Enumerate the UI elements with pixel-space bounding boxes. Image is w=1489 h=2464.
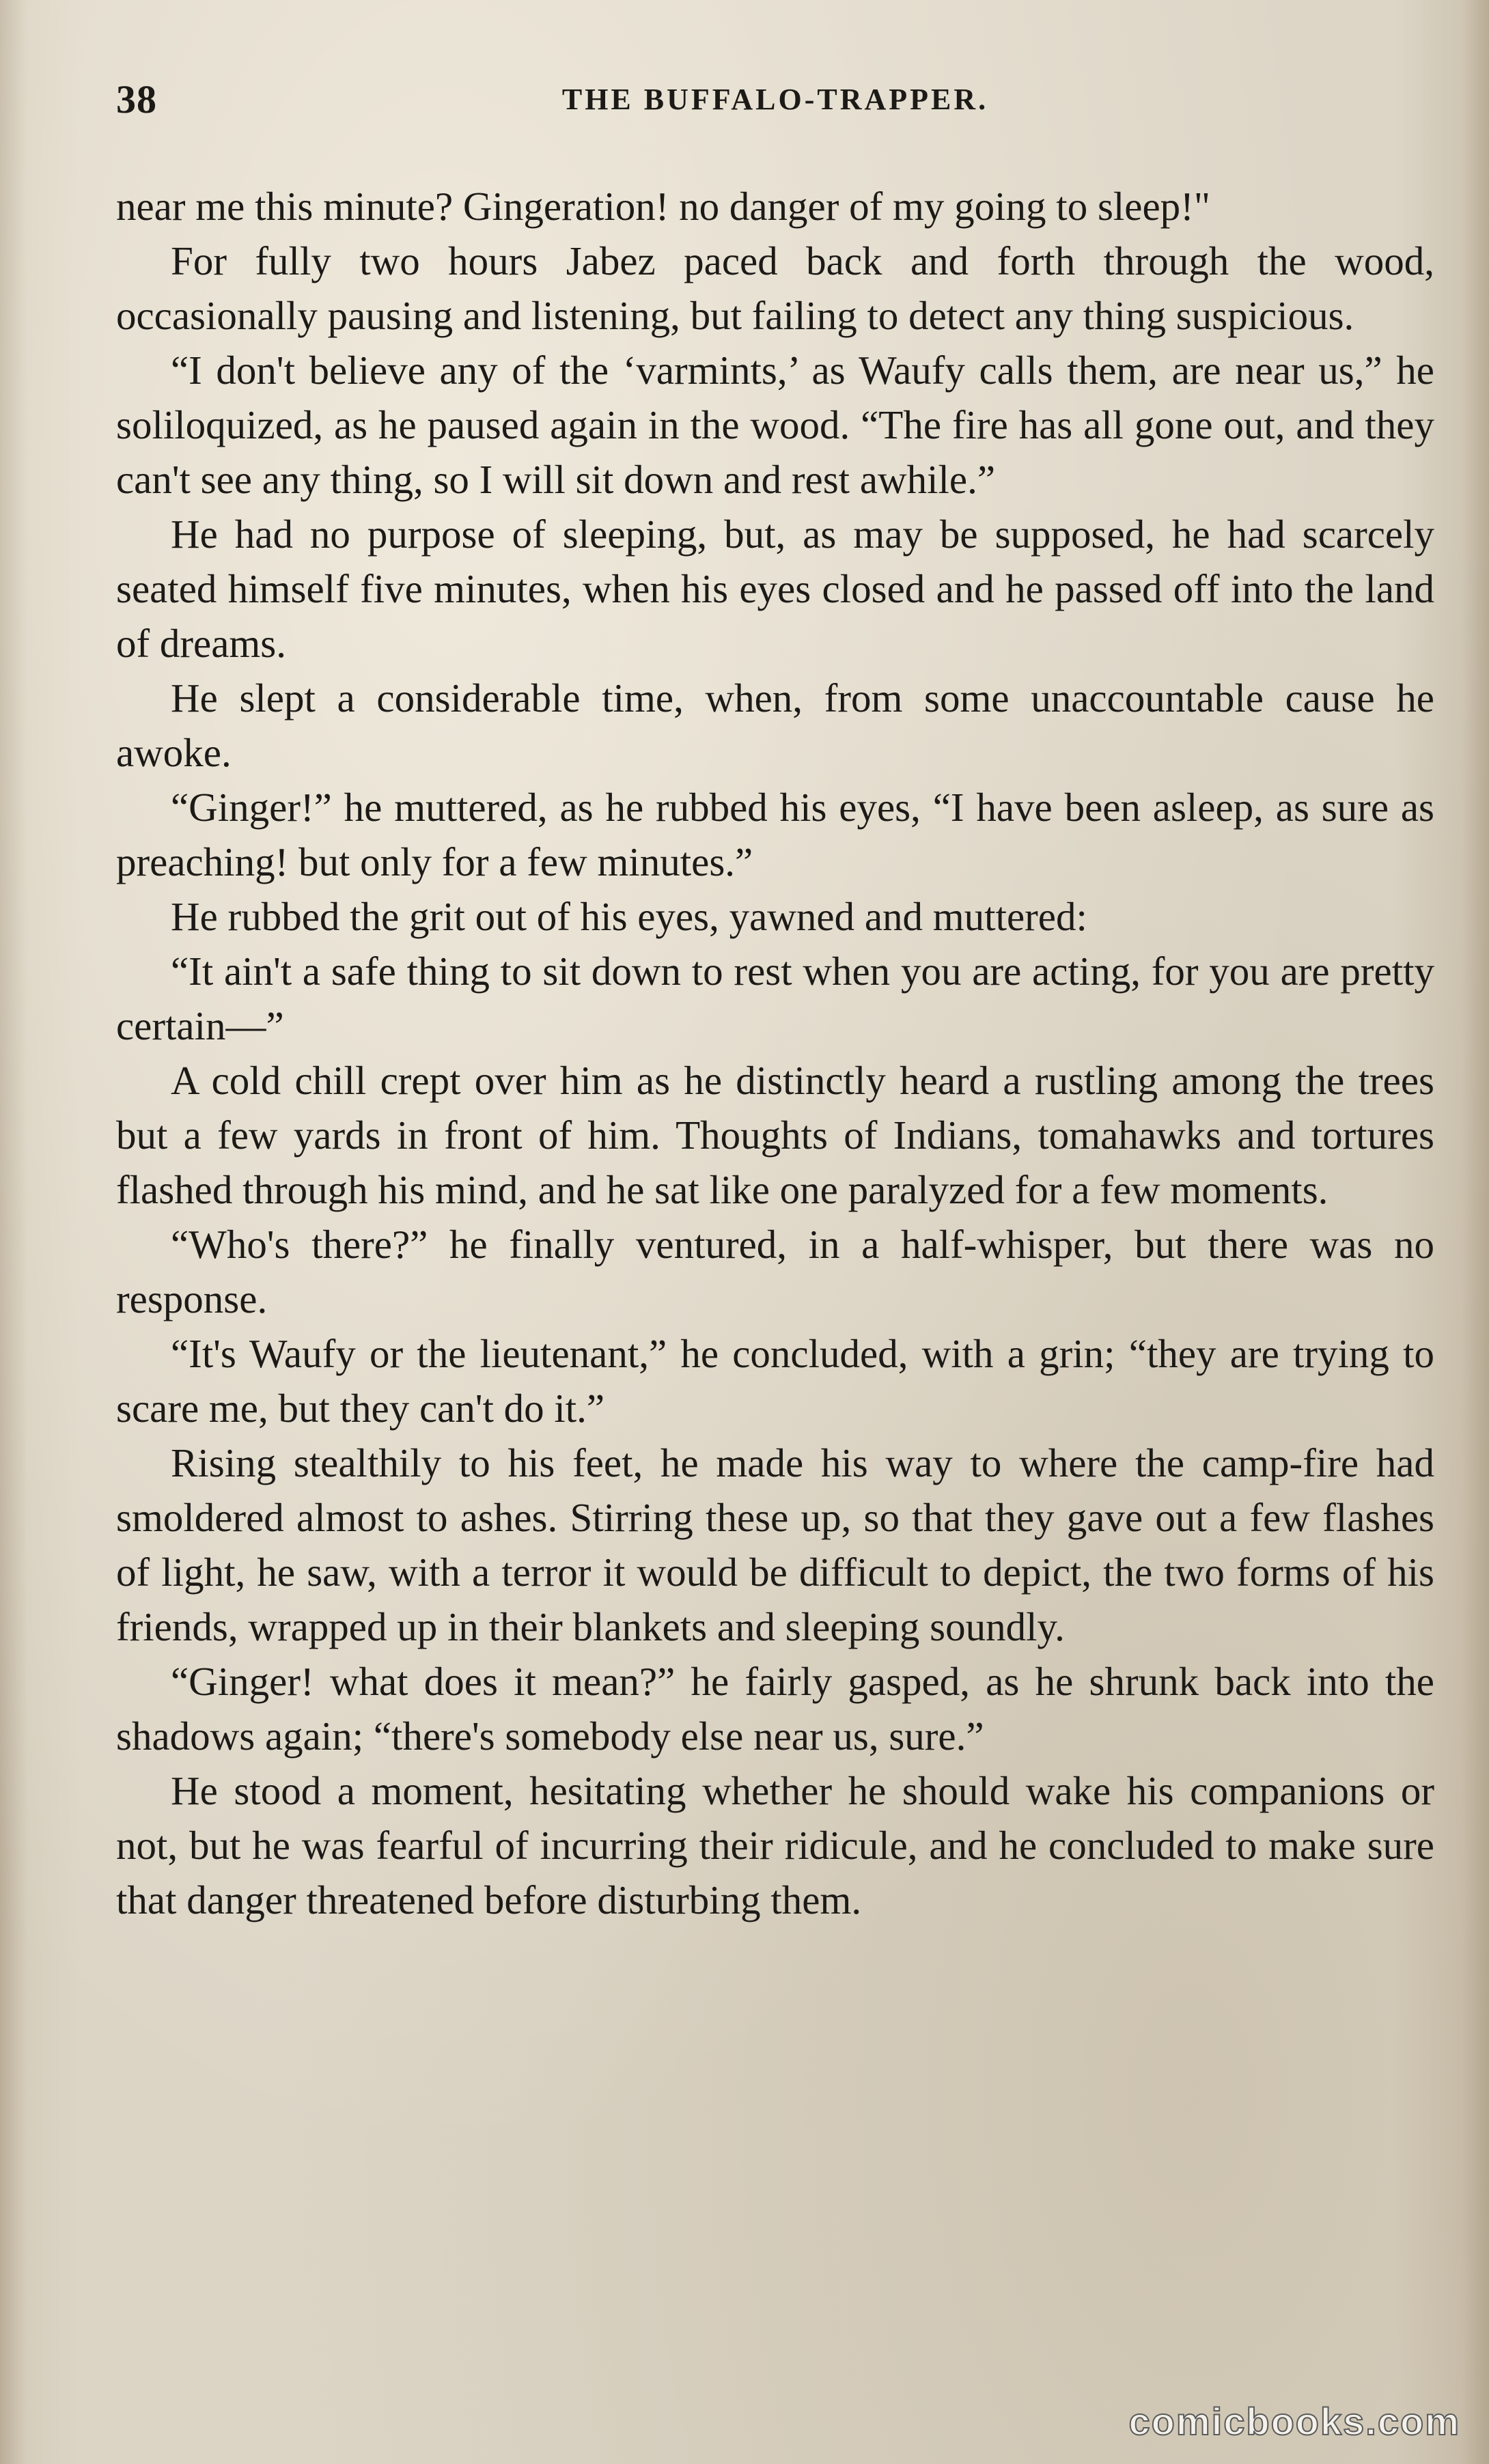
paragraph: He slept a considerable time, when, from some unaccountable cause he awoke. xyxy=(116,675,1434,775)
body-text xyxy=(116,179,1434,1927)
paragraph: For fully two hours Jabez paced back and forth through the wood, occasionally pausing and listening, but failing to detect any thing suspicious. xyxy=(116,238,1434,338)
paragraph: “Who's there?” he finally ventured, in a half-whisper, but there was no response. xyxy=(116,1222,1434,1321)
page-number: 38 xyxy=(116,77,157,122)
paragraph: near me this minute? Gingeration! no danger of my going to sleep!" xyxy=(116,184,1210,229)
watermark: comicbooks.com xyxy=(1128,2400,1460,2443)
paragraph: “Ginger!” he muttered, as he rubbed his eyes, “I have been asleep, as sure as preaching! but only for a few minutes.” xyxy=(116,785,1434,884)
paragraph: Rising stealthily to his feet, he made his way to where the camp-fire had smoldered almost to ashes. Stirring these up, so that they gave out a few flashes of light, he saw, with a terror it would be difficult to depict, the two forms of his friends, wrapped up in their blankets and sleeping soundly. xyxy=(116,1440,1434,1649)
running-head: THE BUFFALO-TRAPPER. xyxy=(561,83,989,116)
paragraph: A cold chill crept over him as he distinctly heard a rustling among the trees but a few yards in front of him. Thoughts of Indians, tomahawks and tortures flashed through his mind, and he sat like one paralyzed for a few moments. xyxy=(116,1058,1434,1212)
paragraph: He stood a moment, hesitating whether he should wake his companions or not, but he was fearful of incurring their ridicule, and he concluded to make sure that danger threatened before disturbing them. xyxy=(116,1768,1434,1922)
paragraph: He had no purpose of sleeping, but, as may be supposed, he had scarcely seated himself five minutes, when his eyes closed and he passed off into the land of dreams. xyxy=(116,512,1434,666)
paragraph: “I don't believe any of the ‘varmints,’ as Waufy calls them, are near us,” he soliloquized, as he paused again in the wood. “The fire has all gone out, and they can't see any thing, so I will sit down and rest awhile.” xyxy=(116,348,1434,502)
paragraph: “It's Waufy or the lieutenant,” he concluded, with a grin; “they are trying to scare me, but they can't do it.” xyxy=(116,1331,1434,1431)
paragraph: “Ginger! what does it mean?” he fairly gasped, as he shrunk back into the shadows again; “there's somebody else near us, sure.” xyxy=(116,1659,1434,1759)
paragraph: He rubbed the grit out of his eyes, yawned and muttered: xyxy=(171,894,1087,939)
page-header xyxy=(116,76,1434,124)
paragraph: “It ain't a safe thing to sit down to rest when you are acting, for you are pretty certain—” xyxy=(116,949,1434,1048)
